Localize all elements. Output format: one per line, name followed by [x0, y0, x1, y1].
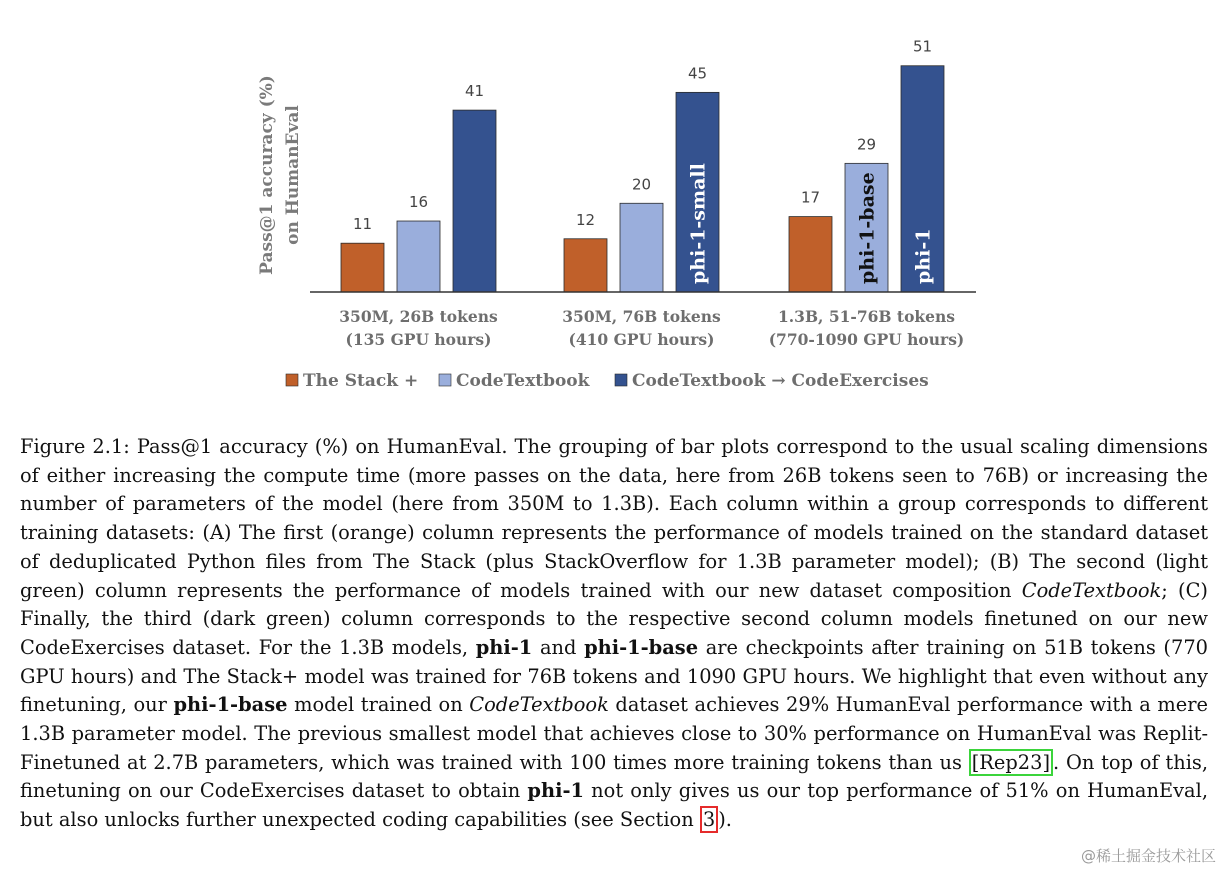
bar-series3-group1 [453, 110, 496, 292]
data-label-series2-group3: 29 [856, 135, 877, 154]
data-label-series2-group2: 20 [631, 175, 652, 194]
data-label-series1-group3: 17 [800, 188, 821, 207]
bar-series2-group2 [620, 203, 663, 292]
bars-layer [341, 38, 944, 292]
bar-series1-group2 [564, 239, 607, 292]
legend-swatch-3 [615, 374, 627, 386]
caption-bold-phi1base-2: phi-1-base [173, 693, 288, 717]
section-link-3[interactable]: 3 [700, 806, 718, 833]
legend-label-2: CodeTextbook [456, 371, 590, 391]
caption-text-8: not only gives us our top performance of 51% on HumanEval, but also unlocks further unexpected coding capabilities (see Section [20, 779, 1208, 832]
group-label-1-line1: 350M, 26B tokens [339, 307, 498, 326]
data-label-series1-group2: 12 [575, 210, 596, 229]
data-label-series3-group3: 51 [912, 37, 933, 56]
legend-label-3: CodeTextbook → CodeExercises [632, 371, 929, 391]
caption-text-5: model trained on [287, 693, 470, 717]
bar-series2-group1 [397, 221, 440, 292]
caption-text-6: dataset achieves 29% HumanEval performance with a mere 1.3B parameter model. The previous smallest model that achieves close to 30% performance on HumanEval was Replit-Finetuned at 2.7B parameters, which was trained with 100 times more training tokens than us [20, 693, 1208, 774]
watermark: @稀土掘金技术社区 [1080, 847, 1216, 865]
citation-link-rep23[interactable]: [Rep23] [969, 749, 1053, 776]
caption-text-4: are checkpoints after training on 51B tokens (770 GPU hours) and The Stack+ model was trained for 76B tokens and 1090 GPU hours. We highlight that even without any finetuning, our [20, 635, 1208, 717]
caption-italic-codetextbook-2: CodeTextbook [469, 693, 609, 717]
caption-text-3: and [532, 635, 585, 659]
legend-label-1: The Stack + [303, 371, 419, 391]
y-axis-label-line2: on HumanEval [283, 105, 303, 245]
data-label-series1-group1: 11 [352, 215, 373, 234]
caption-bold-phi1-1: phi-1 [475, 635, 533, 659]
caption-italic-codetextbook-1: CodeTextbook [1021, 578, 1162, 602]
y-axis-label-line1: Pass@1 accuracy (%) [257, 75, 277, 275]
bar-model-label-phi-1-small: phi-1-small [687, 163, 710, 284]
bar-model-label-phi-1-base: phi-1-base [856, 172, 879, 284]
caption-text-7: . On top of this, finetuning on our CodeExercises dataset to obtain [20, 750, 1209, 803]
caption-text-9: ). [718, 808, 732, 832]
bar-chart [0, 0, 1224, 420]
legend-swatch-1 [286, 374, 298, 386]
figure-caption [20, 433, 1208, 835]
group-labels-layer [339, 307, 964, 349]
data-label-series3-group1: 41 [464, 82, 485, 101]
bar-model-label-phi-1: phi-1 [912, 228, 935, 284]
legend [286, 371, 929, 391]
group-label-3-line2: (770-1090 GPU hours) [768, 330, 965, 349]
group-label-1-line2: (135 GPU hours) [345, 330, 492, 349]
group-label-3-line1: 1.3B, 51-76B tokens [777, 307, 956, 326]
bar-series1-group3 [789, 217, 832, 292]
caption-text-2: ; (C) Finally, the third (dark green) column corresponds to the respective second column models finetuned on our new CodeExercises dataset. For the 1.3B models, [20, 578, 1208, 659]
bar-series1-group1 [341, 243, 384, 292]
data-label-series3-group2: 45 [687, 64, 708, 83]
group-label-2-line2: (410 GPU hours) [568, 330, 715, 349]
caption-text-1: Figure 2.1: Pass@1 accuracy (%) on HumanEval. The grouping of bar plots correspond to the usual scaling dimensions of either increasing the compute time (more passes on the data, here from 26B tokens seen to 76B) or increasing the number of parameters of the model (here from 350M to 1.3B). Each column within a group corresponds to different training datasets: (A) The first (orange) column represents the performance of models trained on the standard dataset of deduplicated Python files from The Stack (plus StackOverflow for 1.3B parameter model); (B) The second (light green) column represents the performance of models trained with our new dataset composition [20, 435, 1208, 602]
caption-bold-phi1-2: phi-1 [527, 779, 584, 803]
caption-bold-phi1base-1: phi-1-base [584, 635, 699, 659]
group-label-2-line1: 350M, 76B tokens [562, 307, 721, 326]
legend-swatch-2 [439, 374, 451, 386]
data-label-series2-group1: 16 [408, 193, 429, 212]
